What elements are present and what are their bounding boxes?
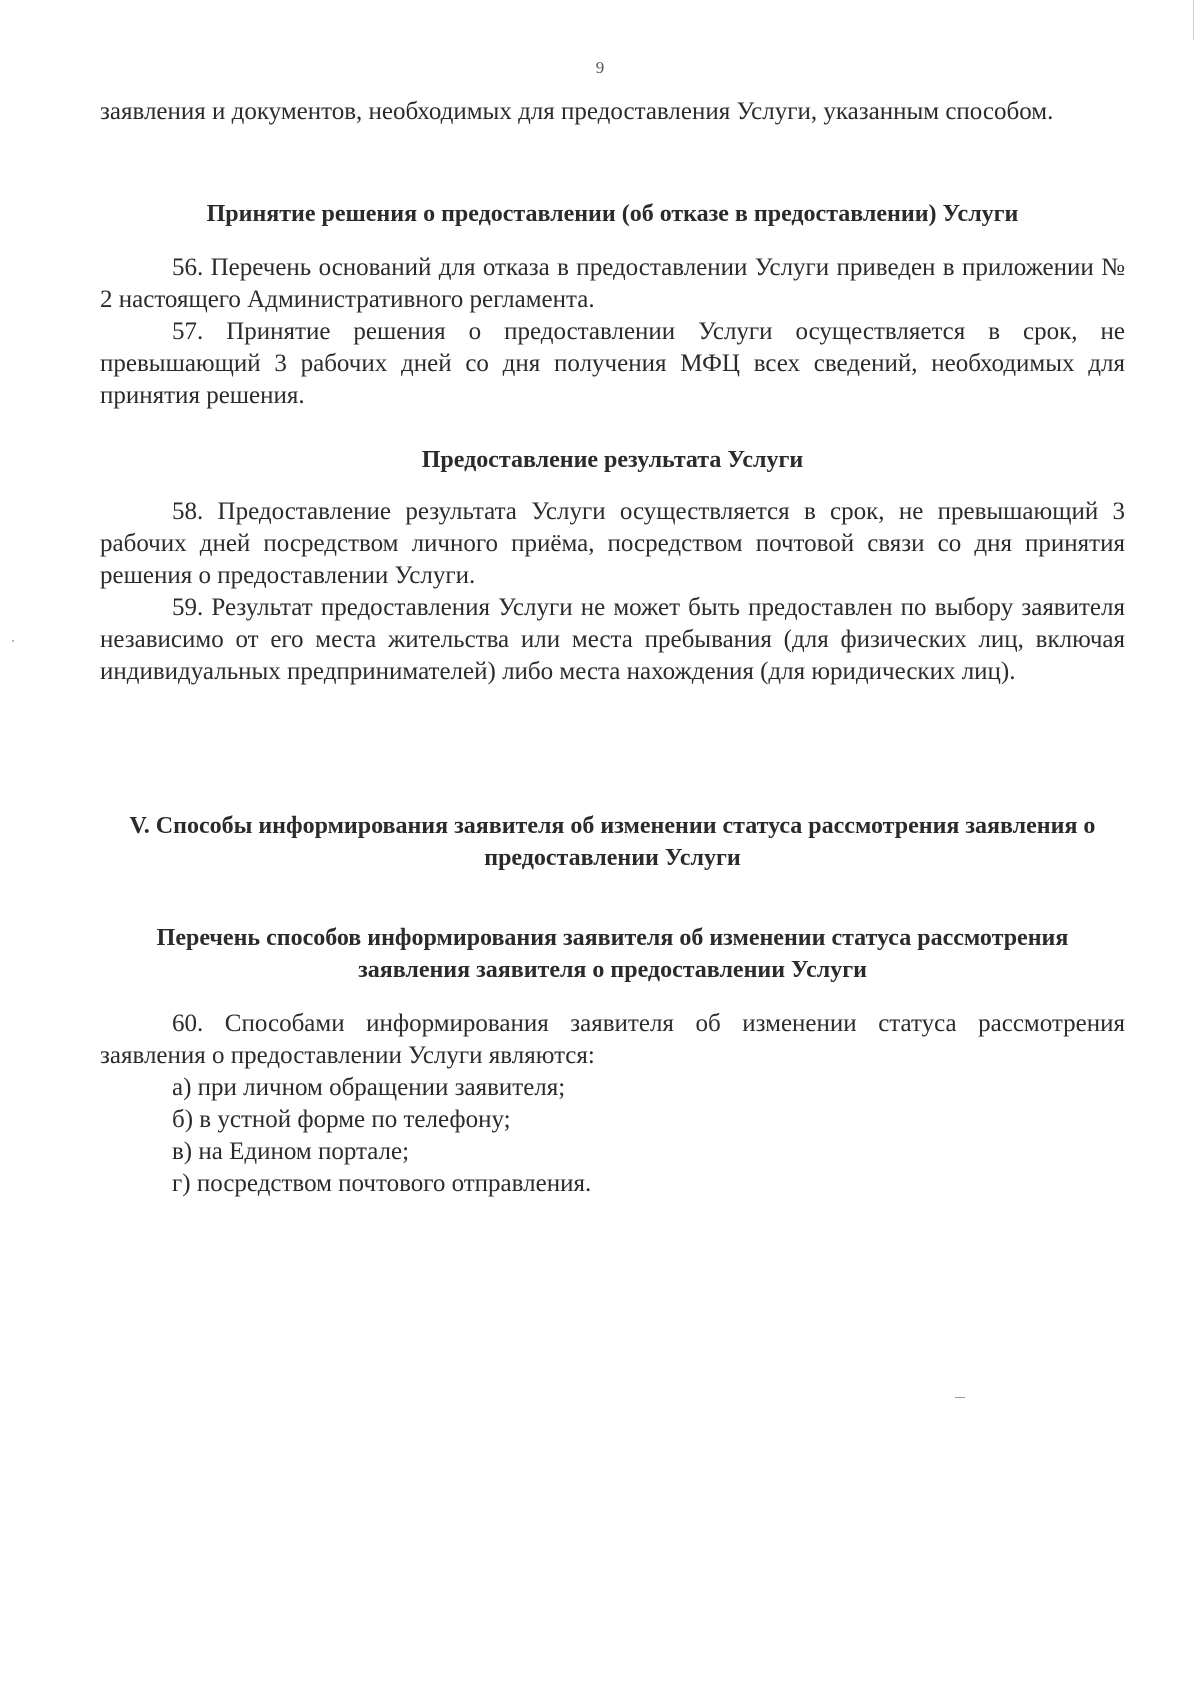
page-number: 9 bbox=[595, 58, 605, 77]
chapter-v-heading: V. Способы информирования заявителя об изменении статуса рассмотрения заявления о предоставлении Услуги bbox=[129, 813, 1096, 871]
info-text-block bbox=[100, 1008, 1125, 1072]
result-text-block bbox=[100, 496, 1125, 688]
list-item: г) посредством почтового отправления. bbox=[172, 1170, 592, 1197]
intro-text-block bbox=[100, 96, 1125, 128]
paragraph-58: 58. Предоставление результата Услуги осуществляется в срок, не превышающий 3 рабочих дней посредством личного приёма, посредством почтовой связи со дня принятия решения о предоставлении Услуги. bbox=[100, 498, 1125, 589]
list-item: в) на Едином портале; bbox=[172, 1138, 410, 1165]
scan-dash-mark bbox=[955, 1397, 965, 1398]
scan-edge-line bbox=[1193, 0, 1194, 40]
paragraph-56: 56. Перечень оснований для отказа в предоставлении Услуги приведен в приложении № 2 настоящего Административного регламента. bbox=[100, 254, 1125, 313]
info-methods-list bbox=[172, 1072, 1072, 1200]
intro-paragraph: заявления и документов, необходимых для предоставления Услуги, указанным способом. bbox=[100, 98, 1054, 125]
decision-text-block bbox=[100, 252, 1125, 412]
info-methods-heading: Перечень способов информирования заявителя об изменении статуса рассмотрения заявления заявителя о предоставлении Услуги bbox=[156, 925, 1069, 983]
list-item: а) при личном обращении заявителя; bbox=[172, 1074, 566, 1101]
list-item: б) в устной форме по телефону; bbox=[172, 1106, 511, 1133]
result-heading: Предоставление результата Услуги bbox=[421, 447, 804, 473]
paragraph-57: 57. Принятие решения о предоставлении Услуги осуществляется в срок, не превышающий 3 рабочих дней со дня получения МФЦ всех сведений, необходимых для принятия решения. bbox=[100, 318, 1125, 409]
paragraph-59: 59. Результат предоставления Услуги не может быть предоставлен по выбору заявителя независимо от его места жительства или места пребывания (для физических лиц, включая индивидуальных предпринимателей) либо места нахождения (для юридических лиц). bbox=[100, 594, 1125, 685]
decision-heading: Принятие решения о предоставлении (об отказе в предоставлении) Услуги bbox=[206, 201, 1019, 227]
scan-speck bbox=[12, 640, 14, 642]
paragraph-60: 60. Способами информирования заявителя об изменении статуса рассмотрения заявления о предоставлении Услуги являются: bbox=[100, 1010, 1125, 1069]
